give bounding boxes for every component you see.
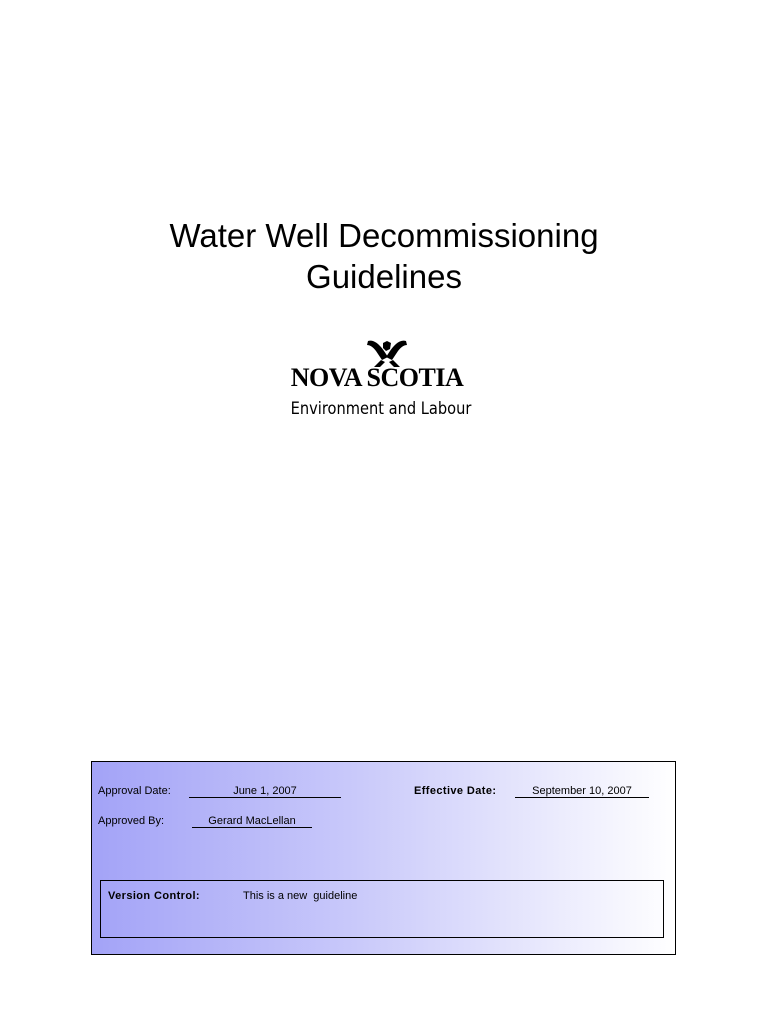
version-control-box (100, 880, 664, 938)
version-control-value: This is a new guideline (243, 890, 358, 902)
logo-department: Environment and Labour (290, 399, 472, 419)
saltire-flag-icon (270, 333, 498, 367)
effective-date-field (414, 785, 649, 798)
approval-date-value: June 1, 2007 (189, 785, 341, 798)
version-control-label: Version Control: (108, 890, 200, 902)
approval-info-box (91, 761, 676, 955)
approved-by-field (98, 815, 312, 828)
approved-by-value: Gerard MacLellan (192, 815, 312, 828)
effective-date-value: September 10, 2007 (515, 785, 649, 798)
effective-date-label: Effective Date: (414, 785, 497, 797)
document-title-line-1: Water Well Decommissioning (169, 217, 599, 254)
approval-date-label: Approval Date: (98, 785, 171, 797)
document-title-line-2: Guidelines (306, 258, 462, 295)
approved-by-label: Approved By: (98, 815, 165, 827)
logo-wordmark: NOVA SCOTIA (290, 363, 464, 392)
document-title (0, 215, 768, 297)
approval-date-field (98, 785, 341, 798)
version-control-field (108, 890, 357, 902)
nova-scotia-logo (270, 333, 498, 433)
